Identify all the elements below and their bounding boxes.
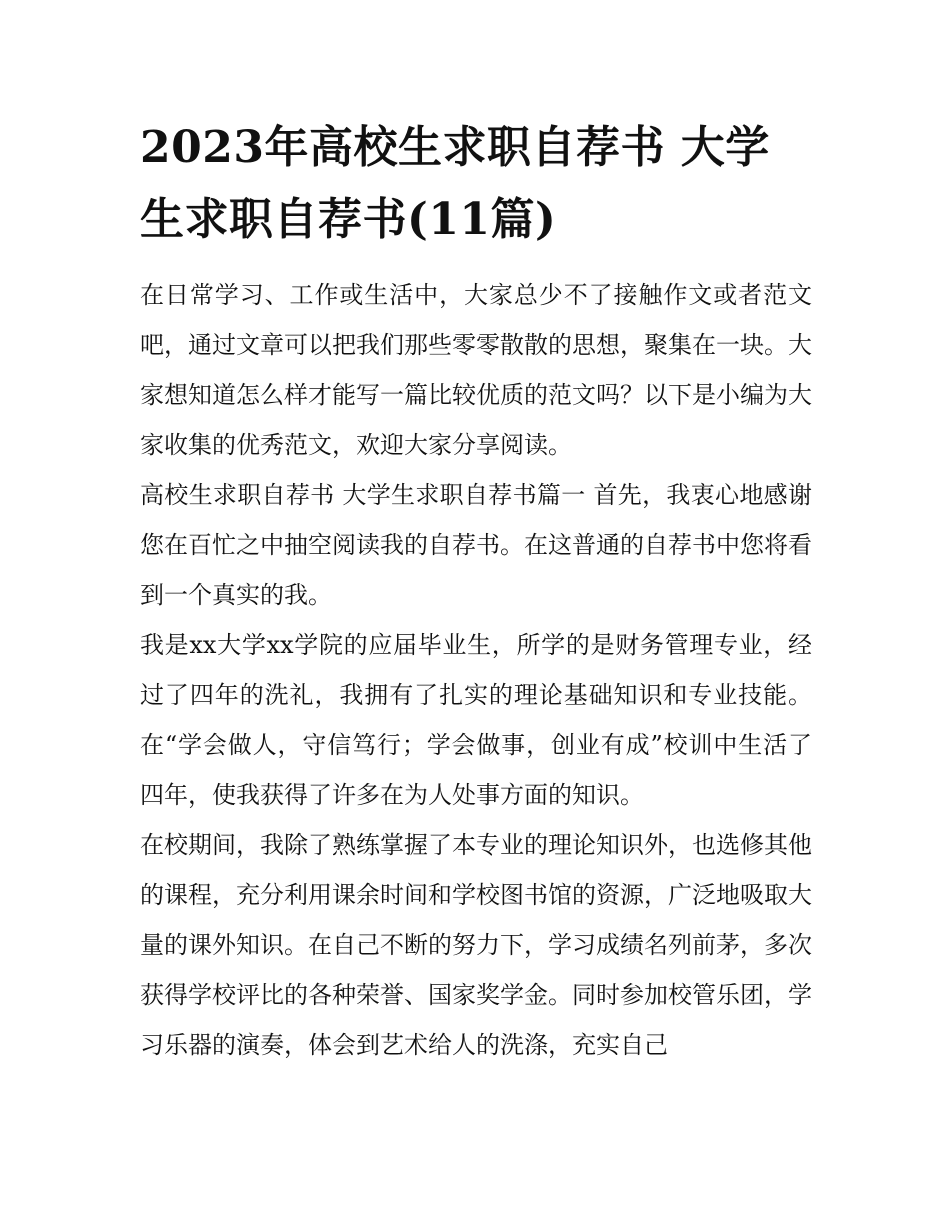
document-body	[140, 112, 812, 1070]
paragraph-intro: 在日常学习、工作或生活中，大家总少不了接触作文或者范文吧，通过文章可以把我们那些零零散散的思想，聚集在一块。大家想知道怎么样才能写一篇比较优质的范文吗？以下是小编为大家收集的优秀范文，欢迎大家分享阅读。	[140, 281, 812, 459]
paragraph-opening: 高校生求职自荐书 大学生求职自荐书篇一 首先，我衷心地感谢您在百忙之中抽空阅读我的自荐书。在这普通的自荐书中您将看到一个真实的我。	[140, 481, 812, 609]
paragraph-campus-life: 在校期间，我除了熟练掌握了本专业的理论知识外，也选修其他的课程，充分利用课余时间和学校图书馆的资源，广泛地吸取大量的课外知识。在自己不断的努力下，学习成绩名列前茅，多次获得学校评比的各种荣誉、国家奖学金。同时参加校管乐团，学习乐器的演奏，体会到艺术给人的洗涤，充实自己	[140, 831, 812, 1059]
paragraph-background: 我是xx大学xx学院的应届毕业生，所学的是财务管理专业，经过了四年的洗礼，我拥有了扎实的理论基础知识和专业技能。在“学会做人，守信笃行；学会做事，创业有成”校训中生活了四年，使我获得了许多在为人处事方面的知识。	[140, 631, 812, 809]
document-title: 2023年高校生求职自荐书 大学生求职自荐书(11篇)	[140, 122, 770, 245]
